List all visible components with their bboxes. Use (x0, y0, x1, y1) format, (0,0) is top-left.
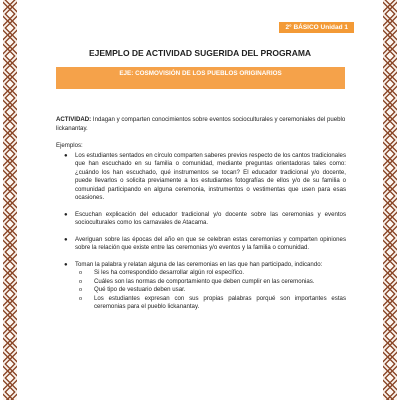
list-item-text: Toman la palabra y relatan alguna de las ceremonias en las que han participado, indicando: (75, 260, 323, 268)
grade-unit-tag: 2° BÁSICO Unidad 1 (279, 22, 354, 33)
sub-list-item (75, 278, 346, 287)
list-item-text: Averiguan sobre las épocas del año en que se celebran estas ceremonias y comparten opiniones sobre la relación que existe entre las ceremonias y/o eventos y la familia o comunidad. (75, 235, 346, 251)
decorative-border-left (3, 0, 17, 400)
list-item-text: Los estudiantes sentados en círculo comparten saberes previos respecto de los cantos tradicionales que han escuchado en su familia o comunidad, mediante preguntas orientadoras tales como: ¿cuándo los han escuchado, qué instrumentos se tocan? El educador tradicional y/o docente, puede llevarlos o solicita previamente a los estudiantes fotografías de ellos y/o de su familia o comunidad participando en alguna ceremonia, instrumentos o vestimentas que usen para esas ocasiones. (75, 151, 346, 201)
document-body (56, 116, 346, 320)
activity-text: Indagan y comparten conocimientos sobre eventos socioculturales y ceremoniales del pueblo lickanantay. (56, 116, 346, 132)
list-item (56, 211, 346, 228)
sub-list (75, 269, 346, 312)
examples-list (56, 152, 346, 312)
page-title: EJEMPLO DE ACTIVIDAD SUGERIDA DEL PROGRAMA (88, 48, 312, 58)
examples-label: Ejemplos: (56, 142, 83, 149)
list-item (56, 236, 346, 253)
bullet-icon: ● (64, 211, 68, 218)
sub-list-item (75, 295, 346, 312)
sub-list-item (75, 269, 346, 278)
circle-bullet-icon: o (79, 287, 83, 293)
circle-bullet-icon: o (79, 295, 83, 302)
sub-list-item-text: Los estudiantes expresan con sus propias palabras porqué son importantes estas ceremonias para el pueblo lickanantay. (94, 294, 346, 310)
bullet-icon: ● (64, 261, 68, 268)
activity-paragraph (56, 116, 346, 133)
list-item (56, 261, 346, 312)
axis-banner: EJE: COSMOVISIÓN DE LOS PUEBLOS ORIGINARIOS (56, 67, 345, 89)
list-item (56, 152, 346, 203)
circle-bullet-icon: o (79, 270, 83, 276)
bullet-icon: ● (64, 152, 68, 159)
activity-label: ACTIVIDAD: (56, 116, 92, 123)
decorative-border-right (383, 0, 397, 400)
circle-bullet-icon: o (79, 278, 83, 285)
list-item-text: Escuchan explicación del educador tradicional y/o docente sobre las ceremonias y eventos socioculturales como los carnavales de Atacama. (75, 210, 346, 226)
sub-list-item-text: Qué tipo de vestuario deben usar. (94, 286, 186, 293)
sub-list-item-text: Si les ha correspondido desarrollar algún rol específico. (94, 269, 245, 276)
sub-list-item-text: Cuáles son las normas de comportamiento que deben cumplir en las ceremonias. (94, 277, 315, 285)
bullet-icon: ● (64, 236, 68, 243)
sub-list-item (75, 286, 346, 295)
